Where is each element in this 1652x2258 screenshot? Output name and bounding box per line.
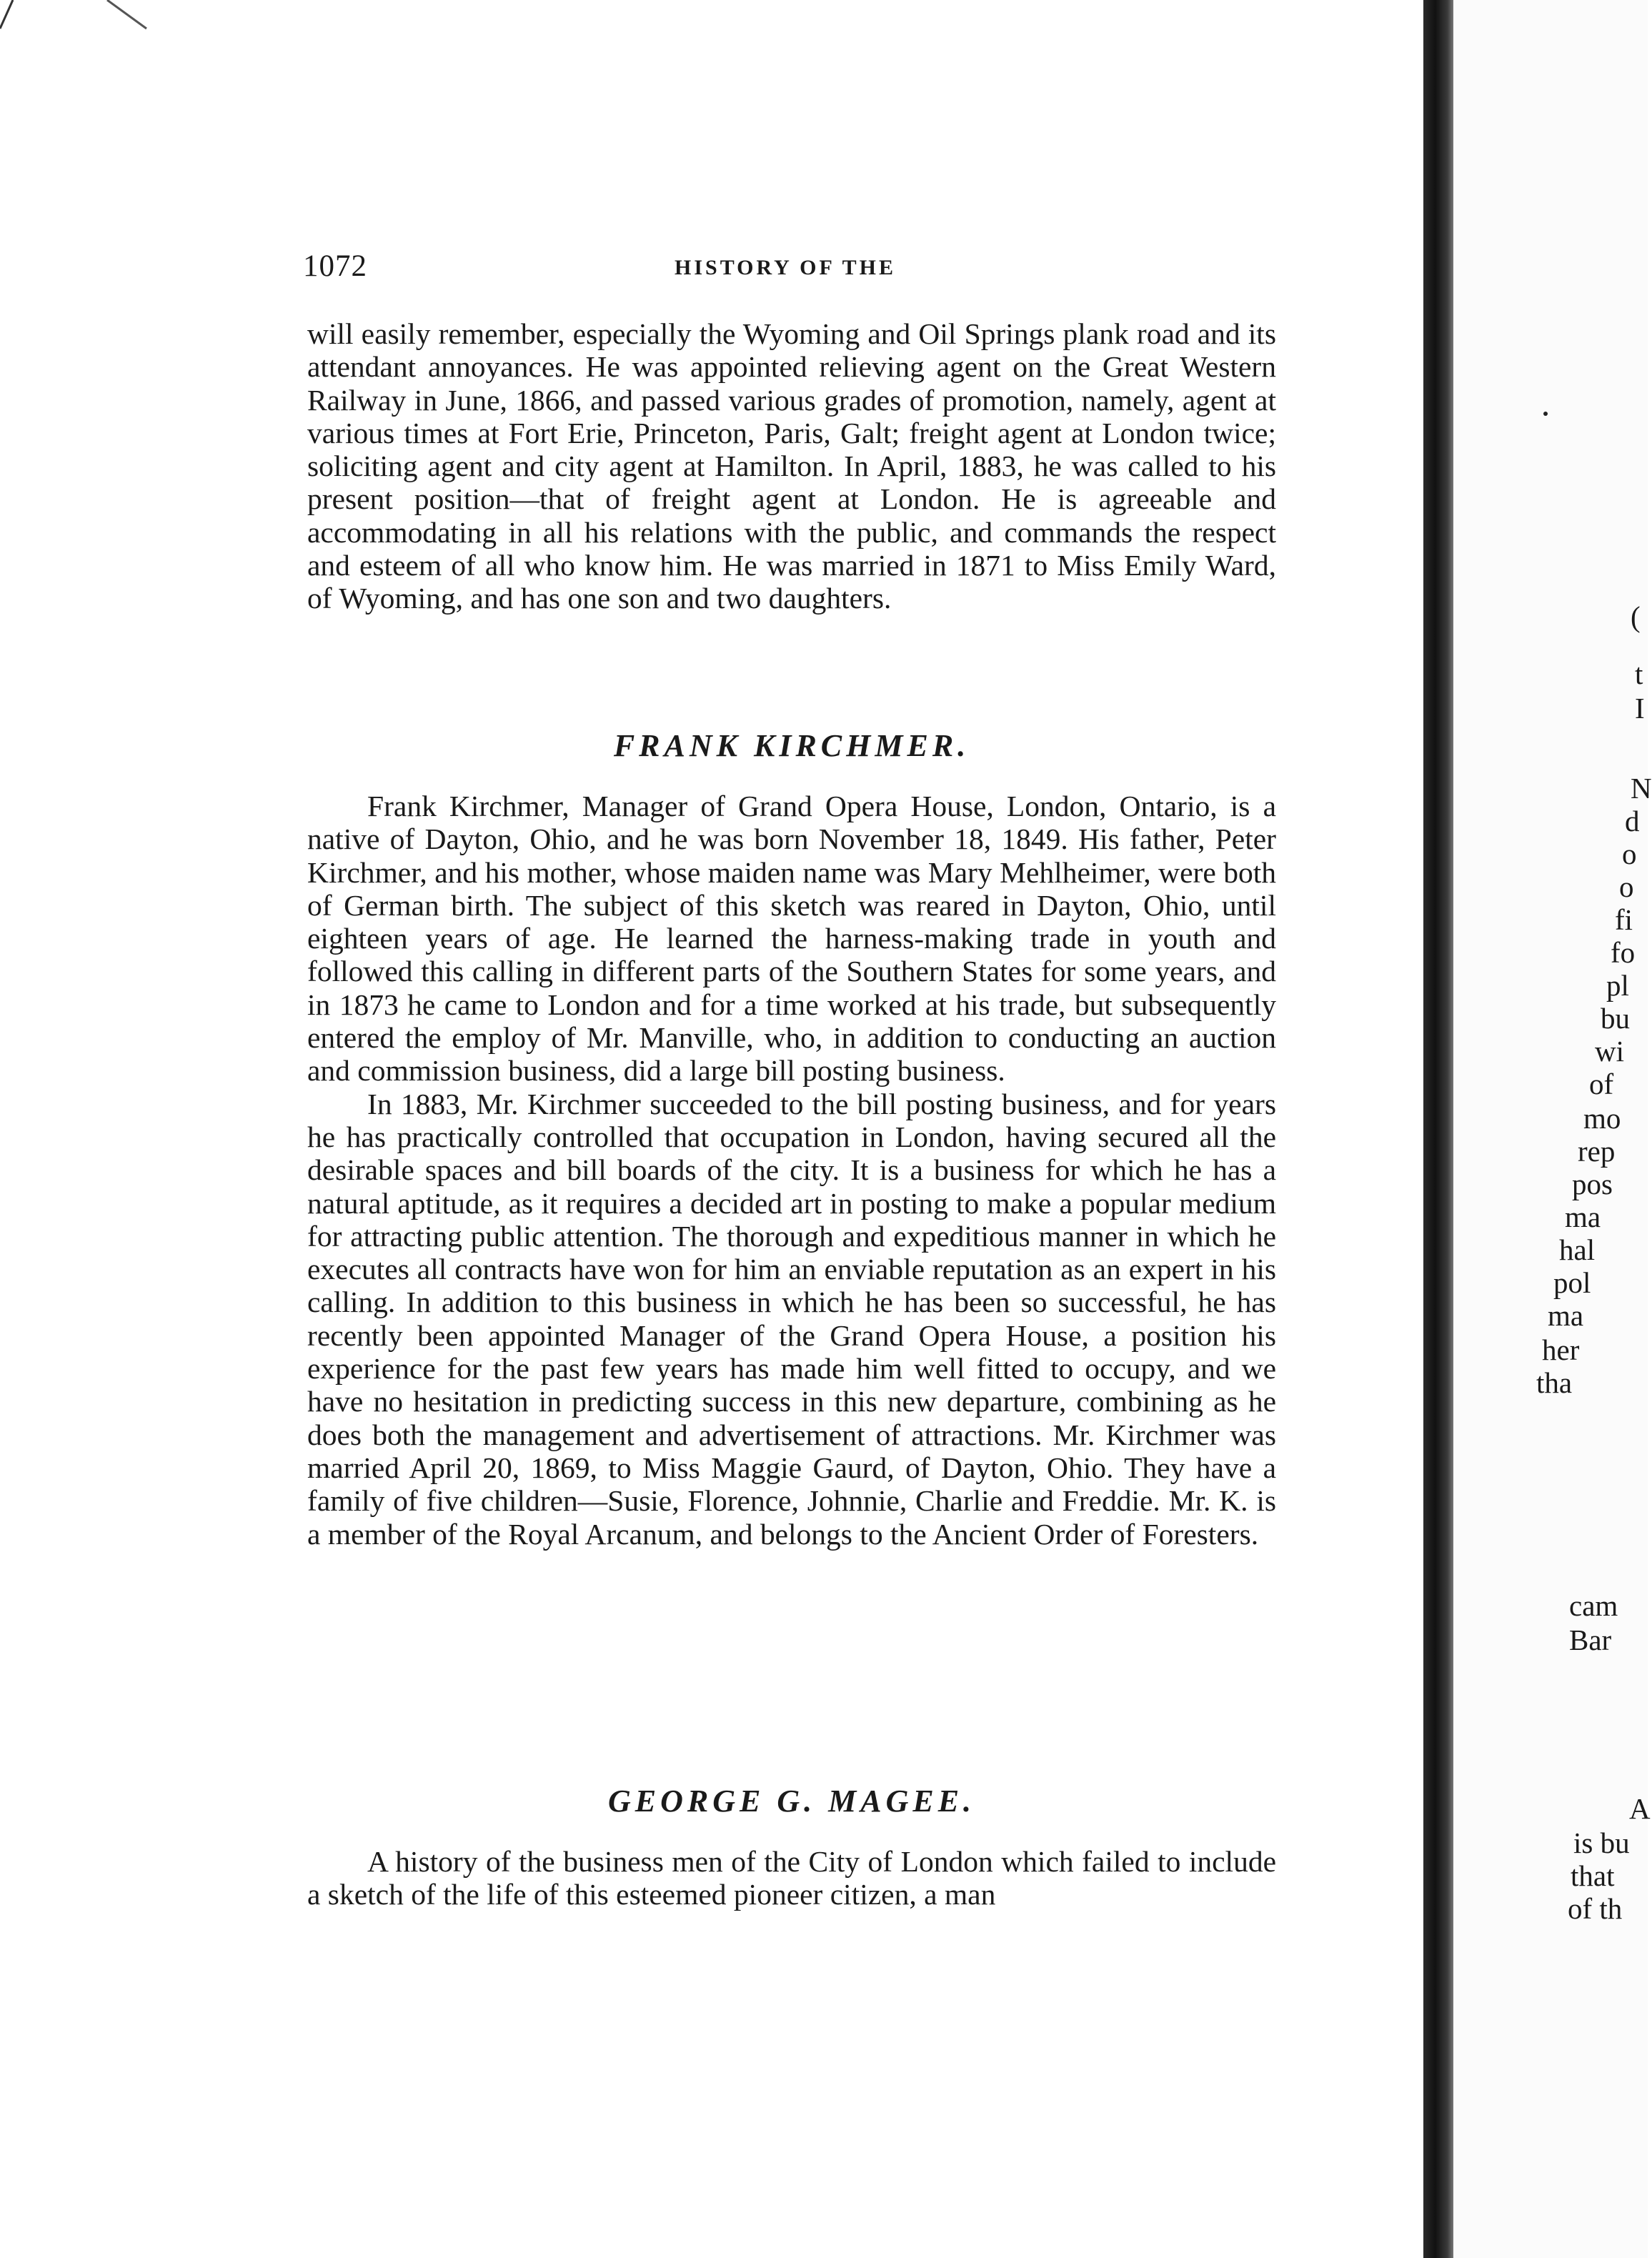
adjacent-fragment: ma — [1548, 1299, 1584, 1332]
adjacent-fragment: that — [1571, 1859, 1615, 1892]
adjacent-fragment: her — [1542, 1333, 1580, 1366]
adjacent-fragment: rep — [1578, 1135, 1616, 1168]
body-paragraph: will easily remember, especially the Wyoming and Oil Springs plank road and its attendant annoyances. He was appointed relieving agent on the Great Western Railway in June, 1866, and passed various grades of promotion, namely, agent at various times at Fort Erie, Princeton, Paris, Galt; freight agent at London twice; soliciting agent and city agent at Hamilton. In April, 1883, he was called to his present position—that of freight agent at London. He is agreeable and accommodating in all his relations with the public, and commands the respect and esteem of all who know him. He was married in 1871 to Miss Emily Ward, of Wyoming, and has one son and two daughters. — [307, 317, 1276, 615]
running-head: HISTORY OF THE — [675, 256, 897, 279]
adjacent-fragment: hal — [1559, 1233, 1596, 1266]
corner-scratch-mark — [0, 0, 150, 43]
book-binding-shadow — [1423, 0, 1453, 2258]
adjacent-fragment: mo — [1583, 1102, 1621, 1135]
body-paragraph: Frank Kirchmer, Manager of Grand Opera House, London, Ontario, is a native of Dayton, Ohio, and he was born November 18, 1849. His father, Peter Kirchmer, and his mother, whose maiden name was Mary Mehlheimer, were both of German birth. The subject of this sketch was reared in Dayton, Ohio, until eighteen years of age. He learned the harness-making trade in youth and followed this calling in different parts of the Southern States for some years, and in 1873 he came to London and for a time worked at his trade, but subsequently entered the employ of Mr. Manville, who, in addition to conducting an auction and commission business, did a large bill posting business. — [307, 790, 1276, 1088]
adjacent-fragment: tha — [1536, 1366, 1573, 1399]
adjacent-fragment: bu — [1601, 1002, 1630, 1035]
adjacent-fragment: Bar — [1569, 1623, 1612, 1656]
adjacent-fragment: is bu — [1573, 1826, 1630, 1859]
kirchmer-text-block — [307, 790, 1276, 1551]
section-heading-frank-kirchmer: FRANK KIRCHMER. — [613, 728, 970, 763]
adjacent-fragment: t — [1635, 657, 1643, 690]
adjacent-fragment: ( — [1631, 600, 1641, 633]
adjacent-fragment: pos — [1572, 1168, 1613, 1200]
ink-speck — [1543, 412, 1548, 416]
adjacent-fragment: pl — [1606, 969, 1629, 1002]
magee-text-block — [307, 1845, 1276, 1911]
adjacent-page-edge — [1453, 0, 1652, 2258]
adjacent-fragment: A — [1629, 1792, 1651, 1825]
intro-text-block — [307, 317, 1276, 615]
adjacent-fragment: o — [1619, 870, 1634, 903]
adjacent-fragment: d — [1625, 805, 1640, 837]
body-paragraph: A history of the business men of the City of London which failed to include a sketch of the life of this esteemed pioneer citizen, a man — [307, 1845, 1276, 1911]
section-heading-george-magee: GEORGE G. MAGEE. — [607, 1784, 976, 1819]
adjacent-fragment: pol — [1553, 1266, 1591, 1299]
body-paragraph: In 1883, Mr. Kirchmer succeeded to the bill posting business, and for years he has practically controlled that occupation in London, having secured all the desirable spaces and bill boards of the city. It is a business for which he has a natural aptitude, as it requires a decided art in posting to make a popular medium for attracting public attention. The thorough and expeditious manner in which he executes all contracts have won for him an enviable reputation as an expert in his calling. In addition to this business in which he has been so successful, he has recently been appointed Manager of the Grand Opera House, a position his experience for the past few years has made him well fitted to occupy, and we have no hesitation in predicting success in this new departure, combining as he does both the management and advertisement of attractions. Mr. Kirchmer was married April 20, 1869, to Miss Maggie Gaurd, of Dayton, Ohio. They have a family of five children—Susie, Florence, Johnnie, Charlie and Freddie. Mr. K. is a member of the Royal Arcanum, and belongs to the Ancient Order of Foresters. — [307, 1087, 1276, 1551]
adjacent-fragment: fi — [1615, 903, 1633, 936]
adjacent-fragment: I — [1635, 692, 1645, 725]
adjacent-fragment: of th — [1568, 1892, 1623, 1925]
adjacent-fragment: ma — [1565, 1200, 1601, 1233]
adjacent-fragment: of — [1589, 1068, 1614, 1100]
adjacent-fragment: wi — [1595, 1035, 1624, 1068]
adjacent-fragment: fo — [1611, 936, 1636, 969]
adjacent-fragment: o — [1622, 837, 1637, 870]
adjacent-fragment: N — [1631, 772, 1652, 805]
page-number: 1072 — [303, 249, 367, 283]
adjacent-fragment: cam — [1569, 1589, 1618, 1622]
page-header — [303, 249, 1276, 292]
